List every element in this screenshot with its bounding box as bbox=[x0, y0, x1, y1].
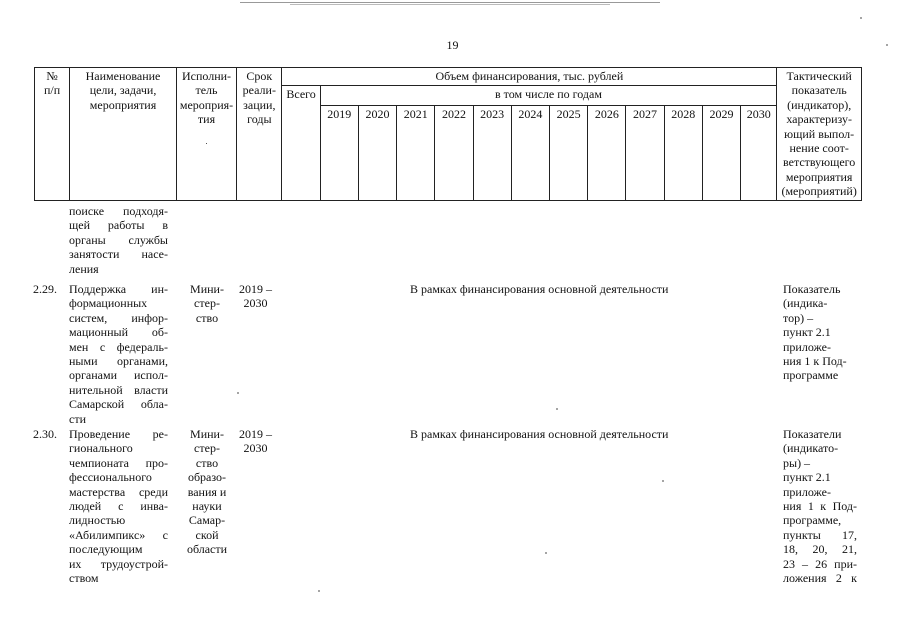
header-financing: Объем финансирования, тыс. рублей bbox=[282, 68, 777, 86]
scan-artifact-dot bbox=[318, 590, 320, 592]
row-financing: В рамках финансирования основной деятельности bbox=[410, 427, 669, 441]
row-term: 2019 – 2030 bbox=[239, 427, 272, 456]
scan-artifact-line bbox=[290, 4, 610, 5]
scan-artifact-dot bbox=[860, 17, 862, 19]
scan-artifact-dot bbox=[662, 480, 664, 482]
row-financing: В рамках финансирования основной деятельности bbox=[410, 282, 669, 296]
header-year: 2024 bbox=[511, 105, 549, 200]
scan-artifact-line bbox=[240, 2, 660, 3]
row-name: Проведение ре- гионального чемпионата про- фессионального мастерства среди людей с инва- лидностью «Абилимпикс» с последующим их трудоустрой- ством bbox=[69, 427, 168, 586]
header-year: 2025 bbox=[549, 105, 587, 200]
row-term: 2019 – 2030 bbox=[239, 282, 272, 311]
header-name: Наименование цели, задачи, мероприятия bbox=[70, 68, 177, 201]
header-executor: Исполни- тель мероприя- тия . bbox=[176, 68, 236, 201]
header-year: 2029 bbox=[702, 105, 740, 200]
scan-artifact-dot bbox=[237, 392, 239, 394]
header-year: 2019 bbox=[320, 105, 358, 200]
header-year: 2027 bbox=[626, 105, 664, 200]
scan-artifact-dot bbox=[556, 408, 558, 410]
row-executor: Мини- стер- ство bbox=[190, 282, 224, 325]
header-num: № п/п bbox=[35, 68, 70, 201]
header-year: 2030 bbox=[741, 105, 777, 200]
row-indicator: Показатели (индикато- ры) – пункт 2.1 приложе- ния 1 к Под- программе, пункты 17, 18, 20, 21, 23 – 26 при- ложения 2 к bbox=[783, 427, 857, 586]
header-year: 2028 bbox=[664, 105, 702, 200]
header-total: Всего bbox=[282, 86, 320, 201]
scan-artifact-dot bbox=[545, 552, 547, 554]
continuation-name: поиске подходя- щей работы в органы службы занятости насе- ления bbox=[69, 204, 168, 276]
header-year: 2020 bbox=[358, 105, 396, 200]
page-number: 19 bbox=[446, 38, 459, 52]
header-term: Срок реали- зации, годы bbox=[237, 68, 282, 201]
header-table bbox=[34, 67, 862, 201]
row-name: Поддержка ин- формационных систем, инфор- мационный об- мен с федераль- ными органами, органами испол- нительной власти Самарской обла- сти bbox=[69, 282, 168, 426]
header-by-years: в том числе по годам bbox=[320, 86, 777, 106]
header-year: 2023 bbox=[473, 105, 511, 200]
row-num: 2.30. bbox=[33, 427, 57, 441]
row-num: 2.29. bbox=[33, 282, 57, 296]
row-executor: Мини- стер- ство образо- вания и науки Самар- ской области bbox=[186, 427, 228, 557]
header-year: 2022 bbox=[435, 105, 473, 200]
header-indicator: Тактический показатель (индикатор), характеризу- ющий выпол- нение соот- ветствующего мероприятия (мероприятий) bbox=[777, 68, 862, 201]
header-year: 2026 bbox=[588, 105, 626, 200]
row-indicator: Показатель (индика- тор) – пункт 2.1 приложе- ния 1 к Под- программе bbox=[783, 282, 847, 383]
header-year: 2021 bbox=[397, 105, 435, 200]
